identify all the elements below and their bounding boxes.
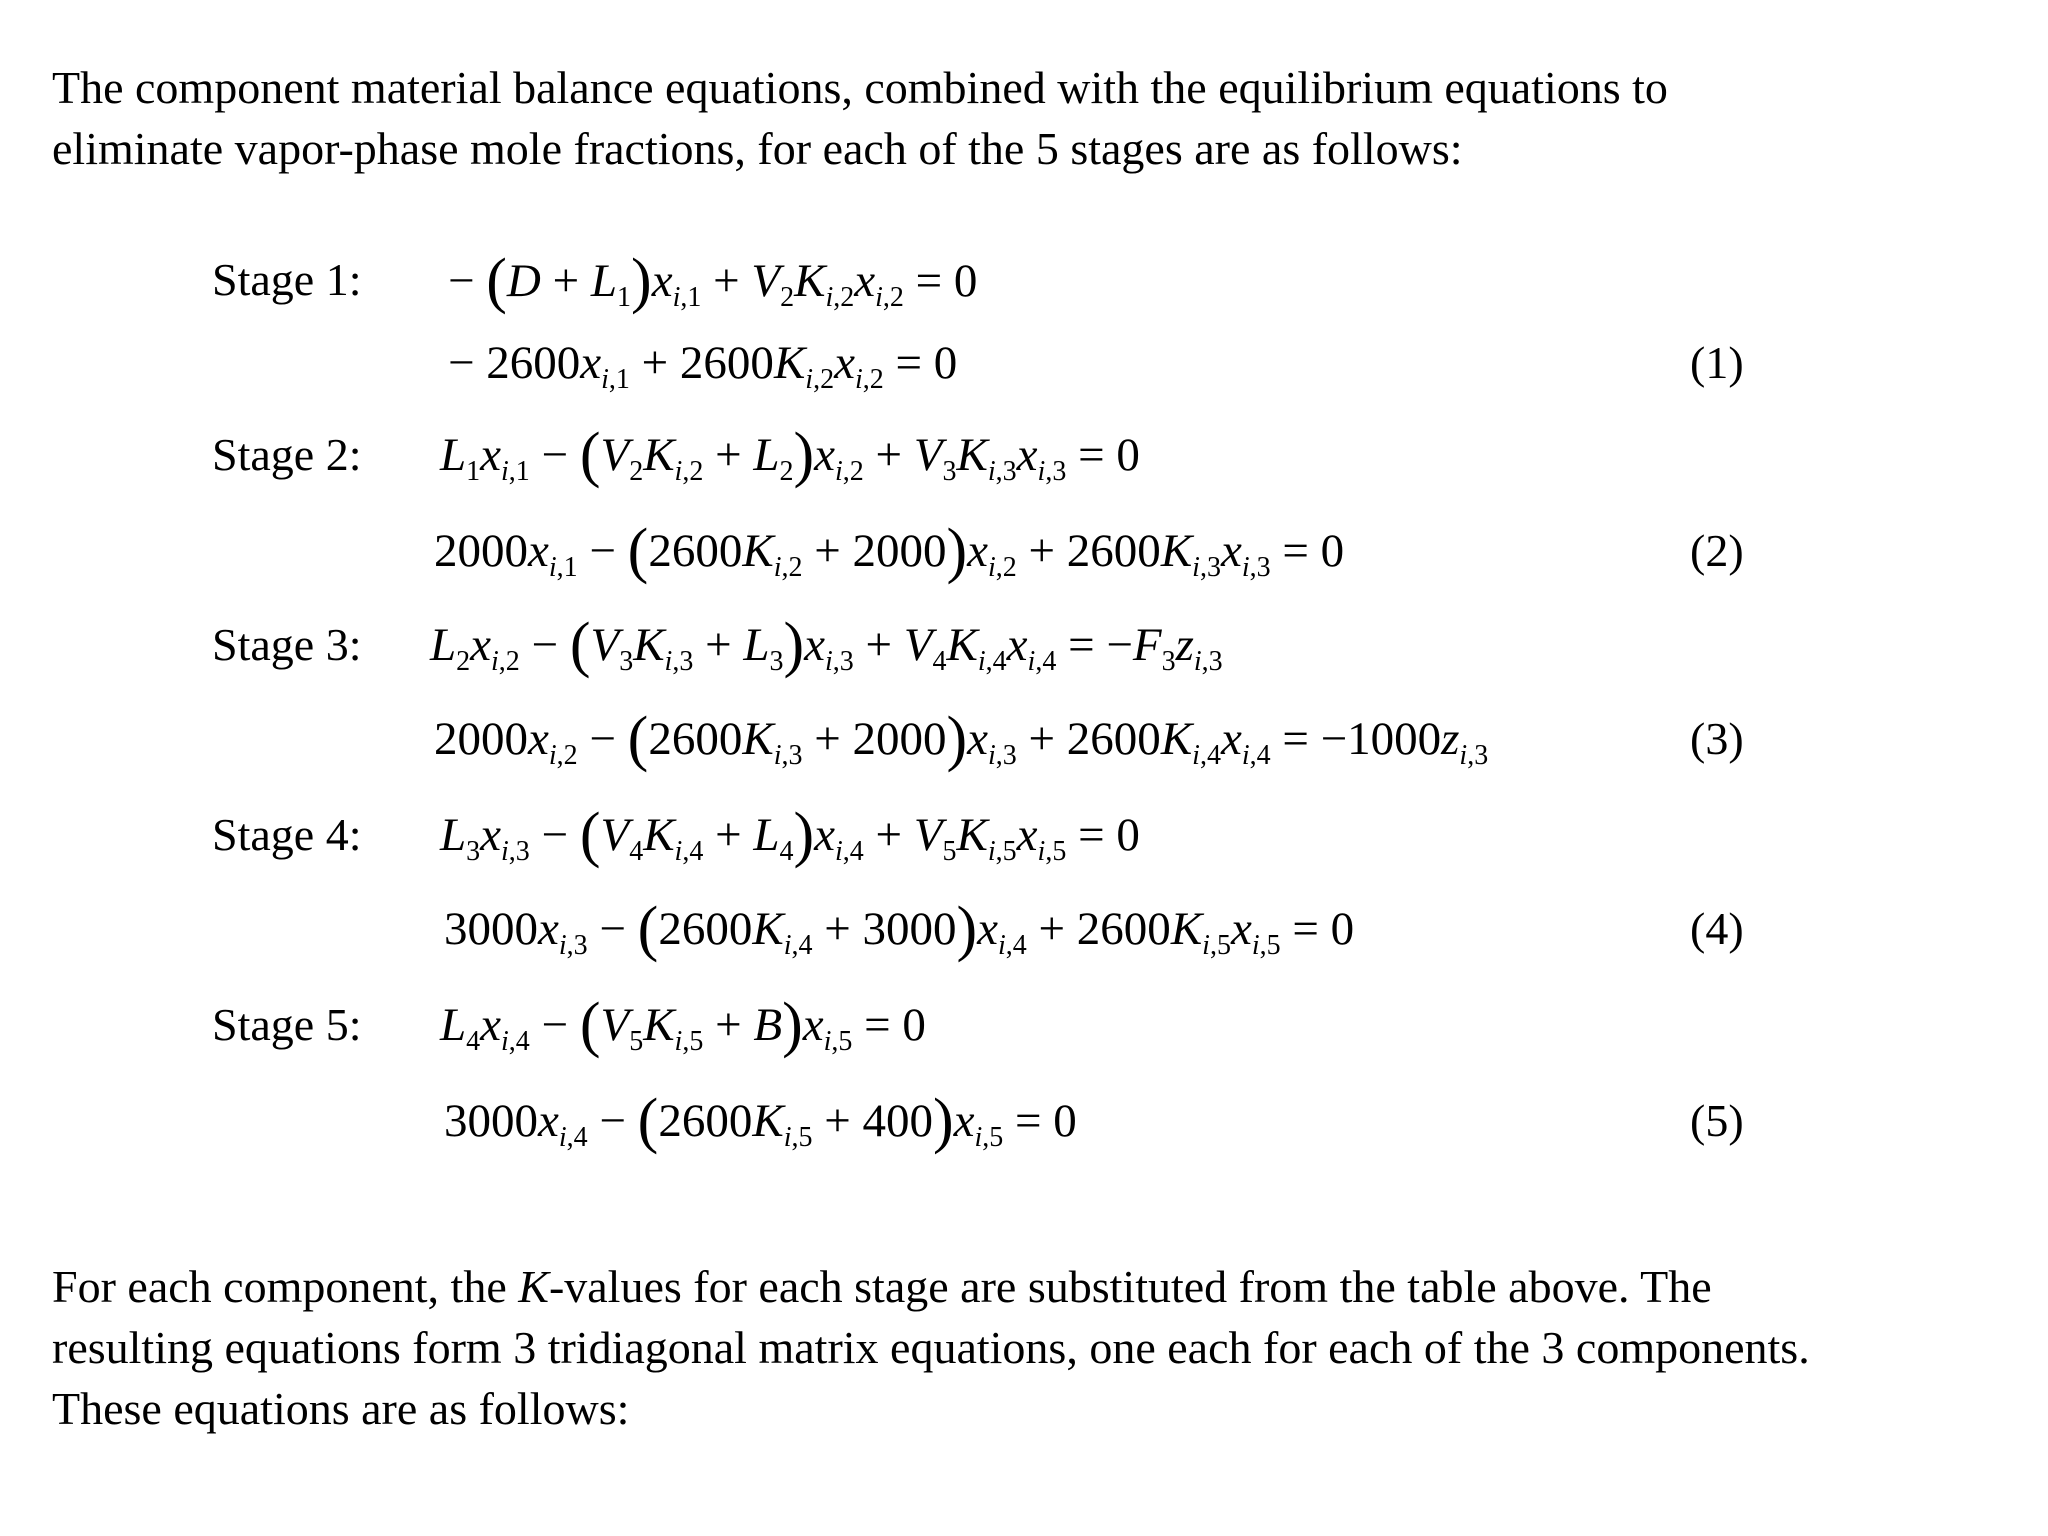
stage-2-numeric-equation: $2000x_{i,1} - (2600K_{i,2} + 2000)x_{i,2} + 2600K_{i,3}x_{i,3} = 0$	[434, 517, 1345, 585]
stage-2-general-equation: $L_1x_{i,1} - (V_2K_{i,2} + L_2)x_{i,2} + V_3K_{i,3}x_{i,3} = 0$	[440, 421, 1140, 489]
stage-5-label: Stage 5:	[212, 999, 362, 1050]
stage-2-label: Stage 2:	[212, 429, 362, 480]
stage-4-general-equation: $L_3x_{i,3} - (V_4K_{i,4} + L_4)x_{i,4} + V_5K_{i,5}x_{i,5} = 0$	[440, 801, 1140, 869]
intro-line-1: The component material balance equations, combined with the equilibrium equations to	[52, 62, 1668, 113]
stage-1-label: Stage 1:	[212, 254, 362, 305]
outro-line-2: resulting equations form 3 tridiagonal matrix equations, one each for each of the 3 components.	[52, 1322, 1810, 1373]
stage-4-numeric-equation: $3000x_{i,3} - (2600K_{i,4} + 3000)x_{i,4} + 2600K_{i,5}x_{i,5} = 0$	[444, 895, 1355, 963]
stage-1-general-equation: − $(D + L_1)x_{i,1} + V_2K_{i,2}x_{i,2} = 0$	[448, 247, 978, 315]
outro-line-1	[52, 1256, 1810, 1317]
equation-number-5: (5)	[1690, 1095, 1744, 1146]
stage-5-numeric-equation: $3000x_{i,4} - (2600K_{i,5} + 400)x_{i,5} = 0$	[444, 1087, 1077, 1155]
outro-k-symbol: K	[518, 1261, 549, 1312]
equation-number-2: (2)	[1690, 525, 1744, 576]
stage-3-label: Stage 3:	[212, 619, 362, 670]
stage-3-numeric-equation: $2000x_{i,2} - (2600K_{i,3} + 2000)x_{i,3} + 2600K_{i,4}x_{i,4} = -1000z_{i,3}$	[434, 705, 1489, 773]
stage-3-general-equation: $L_2x_{i,2} - (V_3K_{i,3} + L_3)x_{i,3} + V_4K_{i,4}x_{i,4} = -F_3z_{i,3}$	[430, 611, 1223, 679]
outro-line-1-start: For each component, the	[52, 1261, 519, 1312]
outro-line-3: These equations are as follows:	[52, 1383, 630, 1434]
intro-line-2: eliminate vapor-phase mole fractions, for each of the 5 stages are as follows:	[52, 123, 1463, 174]
equation-number-3: (3)	[1690, 713, 1744, 764]
stage-1-numeric-equation: − $2600x_{i,1} + 2600K_{i,2}x_{i,2} = 0$	[448, 337, 958, 395]
outro-line-1-end: -values for each stage are substituted from the table above. The	[548, 1261, 1712, 1312]
equation-number-4: (4)	[1690, 903, 1744, 954]
intro-paragraph	[52, 57, 1668, 179]
outro-paragraph	[52, 1256, 1810, 1439]
equation-number-1: (1)	[1690, 337, 1744, 388]
stage-4-label: Stage 4:	[212, 809, 362, 860]
stage-5-general-equation: $L_4x_{i,4} - (V_5K_{i,5} + B)x_{i,5} = 0$	[440, 991, 926, 1059]
